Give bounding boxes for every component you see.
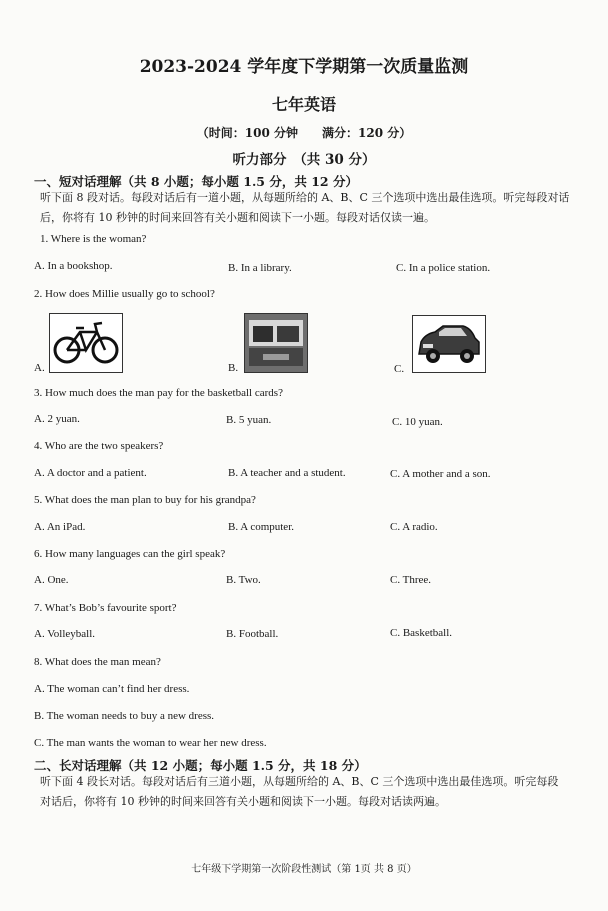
- bus-photo-icon: [244, 313, 308, 373]
- option-6a: A. One.: [34, 574, 69, 586]
- question-4: 4. Who are the two speakers?: [34, 440, 164, 452]
- option-6c: C. Three.: [390, 574, 432, 586]
- question-1: 1. Where is the woman?: [40, 233, 147, 245]
- question-3: 3. How much does the man pay for the basketball cards?: [34, 387, 283, 399]
- section1-heading: 一、短对话理解（共 8 小题；每小题 1.5 分，共 12 分）: [34, 174, 358, 189]
- option-8b: B. The woman needs to buy a new dress.: [34, 710, 215, 722]
- option-1b: B. In a library.: [228, 262, 292, 274]
- page-footer: 七年级下学期第一次阶段性测试（第 1页 共 8 页）: [191, 864, 417, 875]
- question-6: 6. How many languages can the girl speak?: [34, 548, 226, 560]
- question-2: 2. How does Millie usually go to school?: [34, 288, 215, 300]
- option-6b: B. Two.: [226, 574, 261, 586]
- option-1c: C. In a police station.: [396, 262, 491, 274]
- option-4a: A. A doctor and a patient.: [34, 467, 147, 479]
- car-icon: [412, 315, 486, 373]
- option-1a: A. In a bookshop.: [34, 260, 113, 272]
- section2-heading: 二、长对话理解（共 12 小题；每小题 1.5 分，共 18 分）: [34, 758, 367, 773]
- option-7a: A. Volleyball.: [34, 628, 96, 640]
- option-8a: A. The woman can’t find her dress.: [34, 683, 190, 695]
- section2-instructions: 听下面 4 段长对话。每段对话后有三道小题，从每题所给的 A、B、C 三个选项中选出最佳选项。听完每段对话后，你将有 10 秒钟的时间来回答有关小题和阅读下一小题。每段对话读两遍。: [40, 775, 559, 808]
- option-5c: C. A radio.: [390, 521, 438, 533]
- subject-title: 七年英语: [271, 95, 336, 114]
- option-3c: C. 10 yuan.: [392, 416, 443, 428]
- exam-meta: （时间：100 分钟 满分：120 分）: [196, 126, 412, 140]
- bicycle-icon: [49, 313, 123, 373]
- option-3b: B. 5 yuan.: [226, 414, 272, 426]
- option-5a: A. An iPad.: [34, 521, 86, 533]
- option-4c: C. A mother and a son.: [390, 468, 491, 480]
- part-heading: 听力部分 （共 30 分）: [232, 152, 376, 168]
- option-3a: A. 2 yuan.: [34, 413, 80, 425]
- option-2a: A.: [34, 362, 45, 374]
- question-7: 7. What’s Bob’s favourite sport?: [34, 602, 177, 614]
- option-4b: B. A teacher and a student.: [228, 467, 346, 479]
- question-5: 5. What does the man plan to buy for his grandpa?: [34, 494, 256, 506]
- option-2b: B.: [228, 362, 239, 374]
- option-8c: C. The man wants the woman to wear her new dress.: [34, 737, 267, 749]
- option-2c: C.: [394, 363, 405, 375]
- question-8: 8. What does the man mean?: [34, 656, 161, 668]
- exam-title: 2023-2024 学年度下学期第一次质量监测: [139, 57, 469, 77]
- option-7b: B. Football.: [226, 628, 279, 640]
- option-5b: B. A computer.: [228, 521, 294, 533]
- option-7c: C. Basketball.: [390, 627, 453, 639]
- section1-instructions: 听下面 8 段对话。每段对话后有一道小题，从每题所给的 A、B、C 三个选项中选出最佳选项。听完每段对话后，你将有 10 秒钟的时间来回答有关小题和阅读下一小题。每段对话仅读一遍。: [40, 191, 570, 224]
